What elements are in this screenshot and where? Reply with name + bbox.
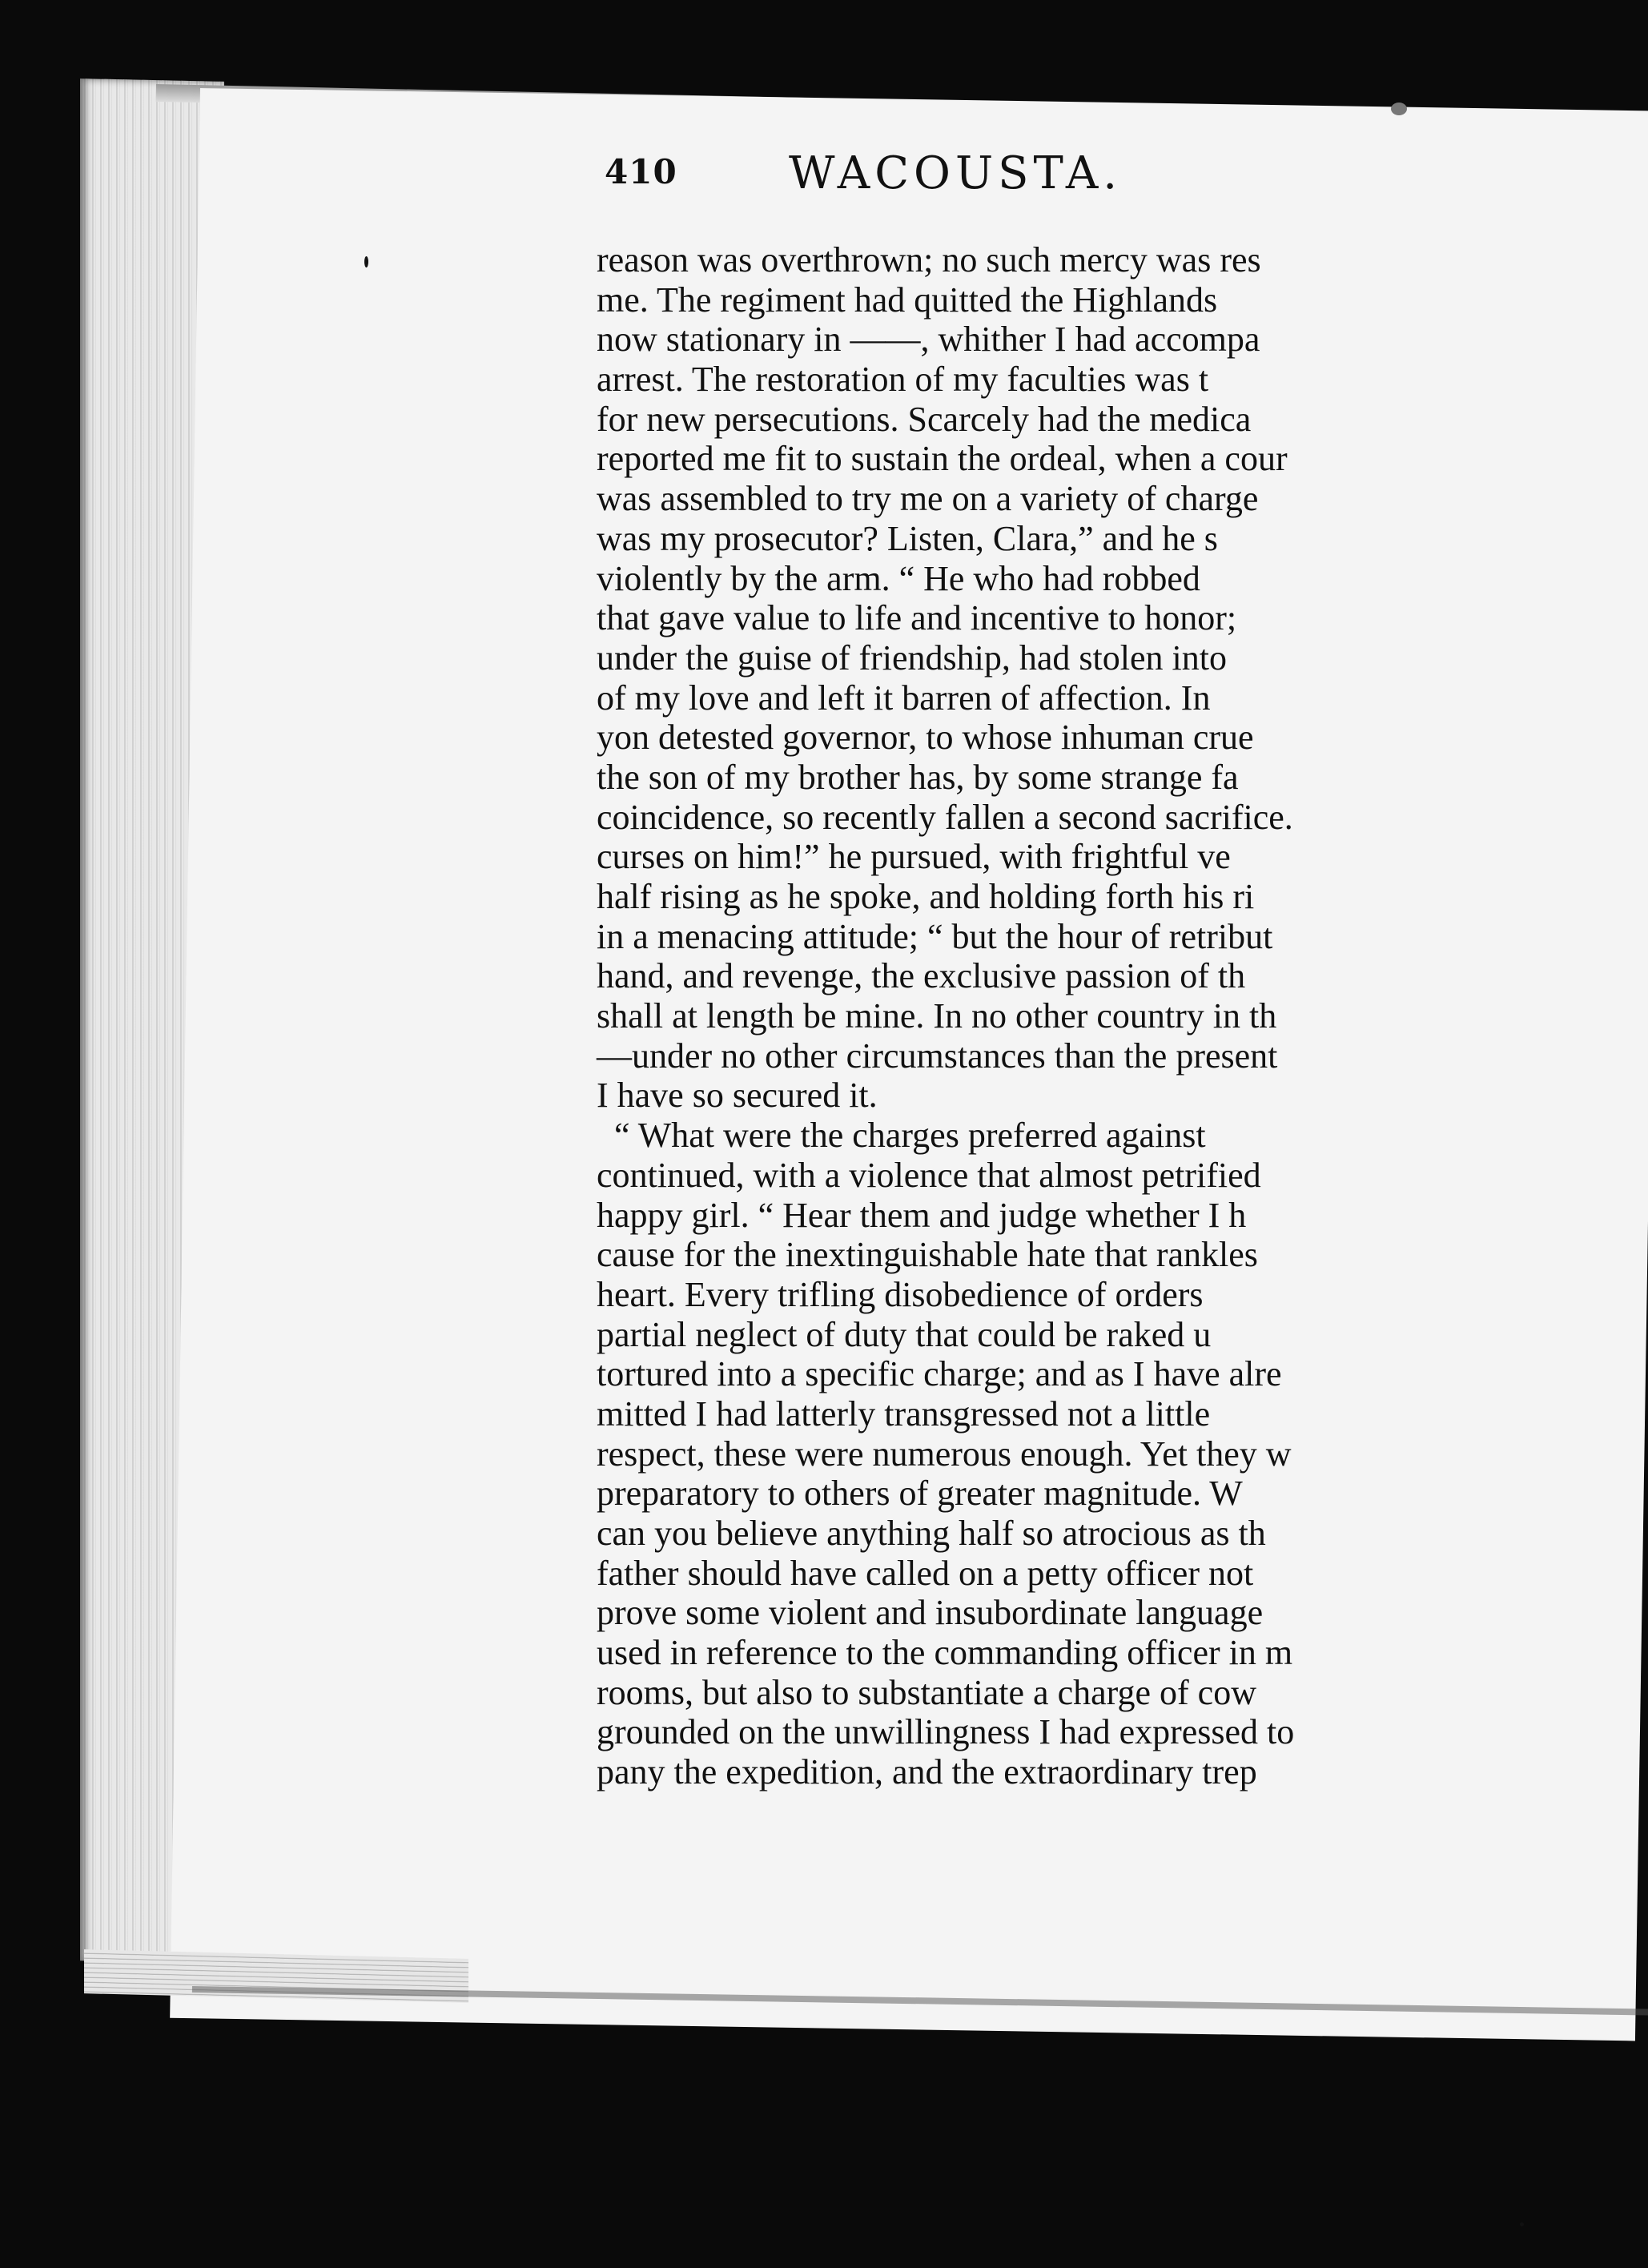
- text-line: “ What were the charges preferred against: [614, 1116, 1206, 1156]
- text-line: that gave value to life and incentive to honor;: [597, 598, 1237, 638]
- text-line: heart. Every trifling disobedience of orders: [597, 1274, 1204, 1314]
- text-line: can you believe anything half so atrocious as th: [597, 1514, 1266, 1553]
- text-line: the son of my brother has, by some strange fa: [597, 757, 1239, 797]
- text-line: reason was overthrown; no such mercy was res: [597, 240, 1261, 279]
- dust-speck: [1520, 2222, 1524, 2226]
- running-head: [605, 147, 1485, 216]
- text-line: coincidence, so recently fallen a second sacrifice.: [597, 797, 1293, 837]
- running-title: WACOUSTA.: [789, 147, 1123, 199]
- text-line: under the guise of friendship, had stolen into: [597, 637, 1227, 678]
- text-line: shall at length be mine. In no other country in th: [597, 996, 1277, 1036]
- text-line: respect, these were numerous enough. Yet they w: [597, 1434, 1292, 1474]
- text-line: half rising as he spoke, and holding forth his ri: [597, 877, 1255, 916]
- text-line: rooms, but also to substantiate a charge of cow: [597, 1672, 1256, 1712]
- text-line: arrest. The restoration of my faculties was t: [597, 360, 1209, 400]
- text-line: was my prosecutor? Listen, Clara,” and he s: [597, 518, 1218, 558]
- text-line: father should have called on a petty officer not: [597, 1553, 1254, 1593]
- text-line: me. The regiment had quitted the Highlands: [597, 279, 1218, 320]
- dust-speck: [364, 256, 368, 267]
- text-line: cause for the inextinguishable hate that rankles: [597, 1235, 1258, 1275]
- text-line: mitted I had latterly transgressed not a little: [597, 1393, 1211, 1434]
- text-line: curses on him!” he pursued, with frightful ve: [597, 837, 1231, 877]
- page-number: 410: [605, 152, 677, 191]
- text-line: for new persecutions. Scarcely had the medica: [597, 399, 1252, 439]
- text-line: yon detested governor, to whose inhuman crue: [597, 718, 1254, 758]
- text-line: —under no other circumstances than the present: [597, 1035, 1278, 1076]
- text-line: pany the expedition, and the extraordinary trep: [597, 1752, 1257, 1792]
- text-line: tortured into a specific charge; and as I have alre: [597, 1354, 1282, 1394]
- text-line: preparatory to others of greater magnitude. W: [597, 1474, 1243, 1514]
- text-line: happy girl. “ Hear them and judge whether I h: [597, 1195, 1247, 1235]
- text-line: was assembled to try me on a variety of charge: [597, 479, 1259, 519]
- text-line: grounded on the unwillingness I had expressed to: [597, 1712, 1295, 1752]
- text-line: hand, and revenge, the exclusive passion of th: [597, 956, 1246, 996]
- text-line: prove some violent and insubordinate language: [597, 1593, 1264, 1633]
- text-line: in a menacing attitude; “ but the hour of retribut: [597, 916, 1273, 956]
- text-line: violently by the arm. “ He who had robbed: [597, 558, 1200, 598]
- text-line: now stationary in ——, whither I had accompa: [597, 320, 1260, 360]
- text-line: of my love and left it barren of affection. In: [597, 678, 1211, 718]
- text-line: used in reference to the commanding officer in m: [597, 1633, 1293, 1673]
- text-line: I have so secured it.: [597, 1076, 878, 1116]
- body-text: [597, 240, 1517, 1792]
- text-line: continued, with a violence that almost petrified: [597, 1155, 1261, 1195]
- text-line: reported me fit to sustain the ordeal, when a cour: [597, 439, 1288, 479]
- dust-speck: [1391, 103, 1407, 115]
- text-line: partial neglect of duty that could be raked u: [597, 1314, 1212, 1354]
